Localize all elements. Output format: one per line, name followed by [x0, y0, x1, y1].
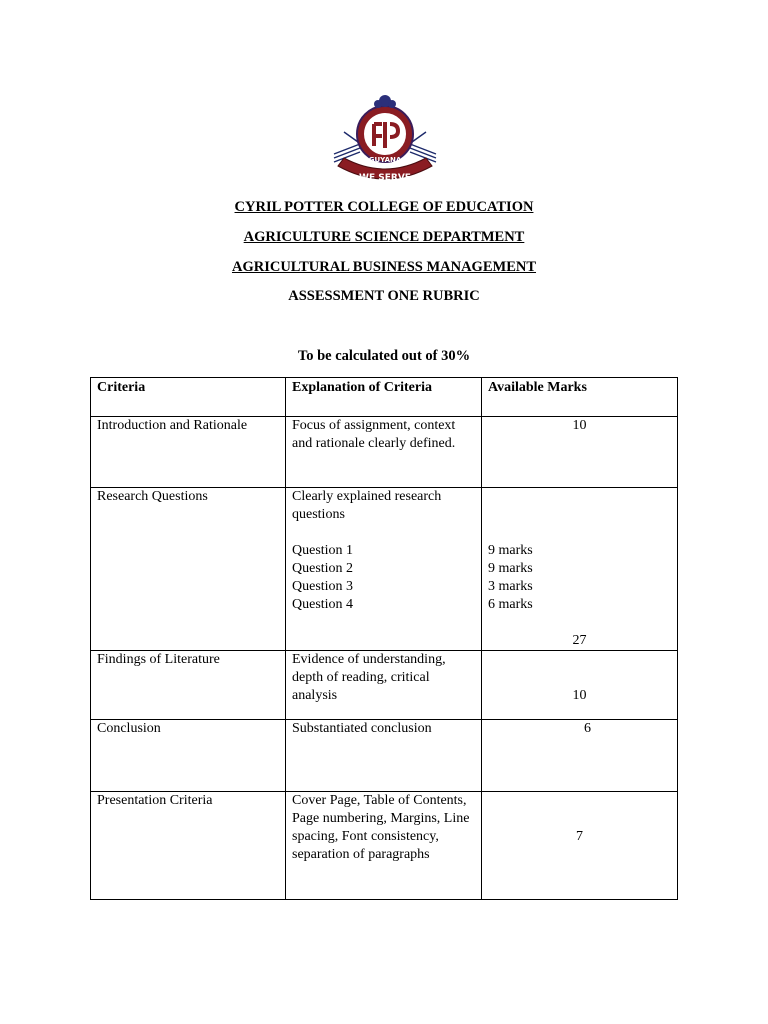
explanation-cell: Substantiated conclusion	[286, 720, 482, 792]
crest-motto: WE SERVE	[359, 173, 411, 183]
criteria-cell: Research Questions	[91, 488, 286, 651]
column-header-marks: Available Marks	[482, 378, 678, 417]
department-title: AGRICULTURE SCIENCE DEPARTMENT	[243, 229, 525, 245]
question-label: Question 3	[292, 579, 354, 594]
explanation-line: Cover Page, Table of Contents,	[292, 793, 467, 808]
table-row	[91, 792, 678, 900]
explanation-text: Clearly explained research questions	[292, 489, 442, 522]
marks-cell	[482, 488, 678, 651]
table-row	[91, 720, 678, 792]
table-row	[91, 651, 678, 720]
marks-cell	[482, 651, 678, 720]
column-header-explanation: Explanation of Criteria	[286, 378, 482, 417]
explanation-cell: Evidence of understanding, depth of reading, critical analysis	[286, 651, 482, 720]
criteria-cell: Presentation Criteria	[91, 792, 286, 900]
marks-value: 7	[576, 829, 583, 844]
marks-value: 10	[572, 688, 587, 703]
table-row	[91, 488, 678, 651]
course-title: AGRICULTURAL BUSINESS MANAGEMENT	[231, 259, 537, 275]
explanation-line: Page numbering, Margins, Line spacing, Font consistency, separation of paragraphs	[292, 811, 470, 862]
marks-cell	[482, 792, 678, 900]
criteria-cell: Introduction and Rationale	[91, 417, 286, 488]
table-header-row	[91, 378, 678, 417]
marks-cell: 10	[482, 417, 678, 488]
column-header-criteria: Criteria	[91, 378, 286, 417]
question-marks: 9 marks	[488, 543, 533, 558]
table-row	[91, 417, 678, 488]
question-marks: 3 marks	[488, 579, 533, 594]
question-marks: 9 marks	[488, 561, 533, 576]
total-marks: 27	[572, 633, 587, 648]
criteria-cell: Findings of Literature	[91, 651, 286, 720]
rubric-table	[90, 377, 678, 900]
college-crest-icon	[330, 92, 440, 190]
criteria-cell: Conclusion	[91, 720, 286, 792]
crest-text: GUYANA	[368, 156, 402, 164]
question-label: Question 4	[292, 597, 354, 612]
explanation-cell	[286, 792, 482, 900]
calculation-note: To be calculated out of 30%	[297, 348, 471, 364]
question-marks: 6 marks	[488, 597, 533, 612]
question-label: Question 1	[292, 543, 354, 558]
marks-value: 6	[584, 721, 591, 736]
college-title: CYRIL POTTER COLLEGE OF EDUCATION	[234, 199, 534, 215]
explanation-cell	[286, 488, 482, 651]
explanation-cell: Focus of assignment, context and rationale clearly defined.	[286, 417, 482, 488]
marks-cell	[482, 720, 678, 792]
assessment-title: ASSESSMENT ONE RUBRIC	[288, 288, 480, 304]
question-label: Question 2	[292, 561, 354, 576]
